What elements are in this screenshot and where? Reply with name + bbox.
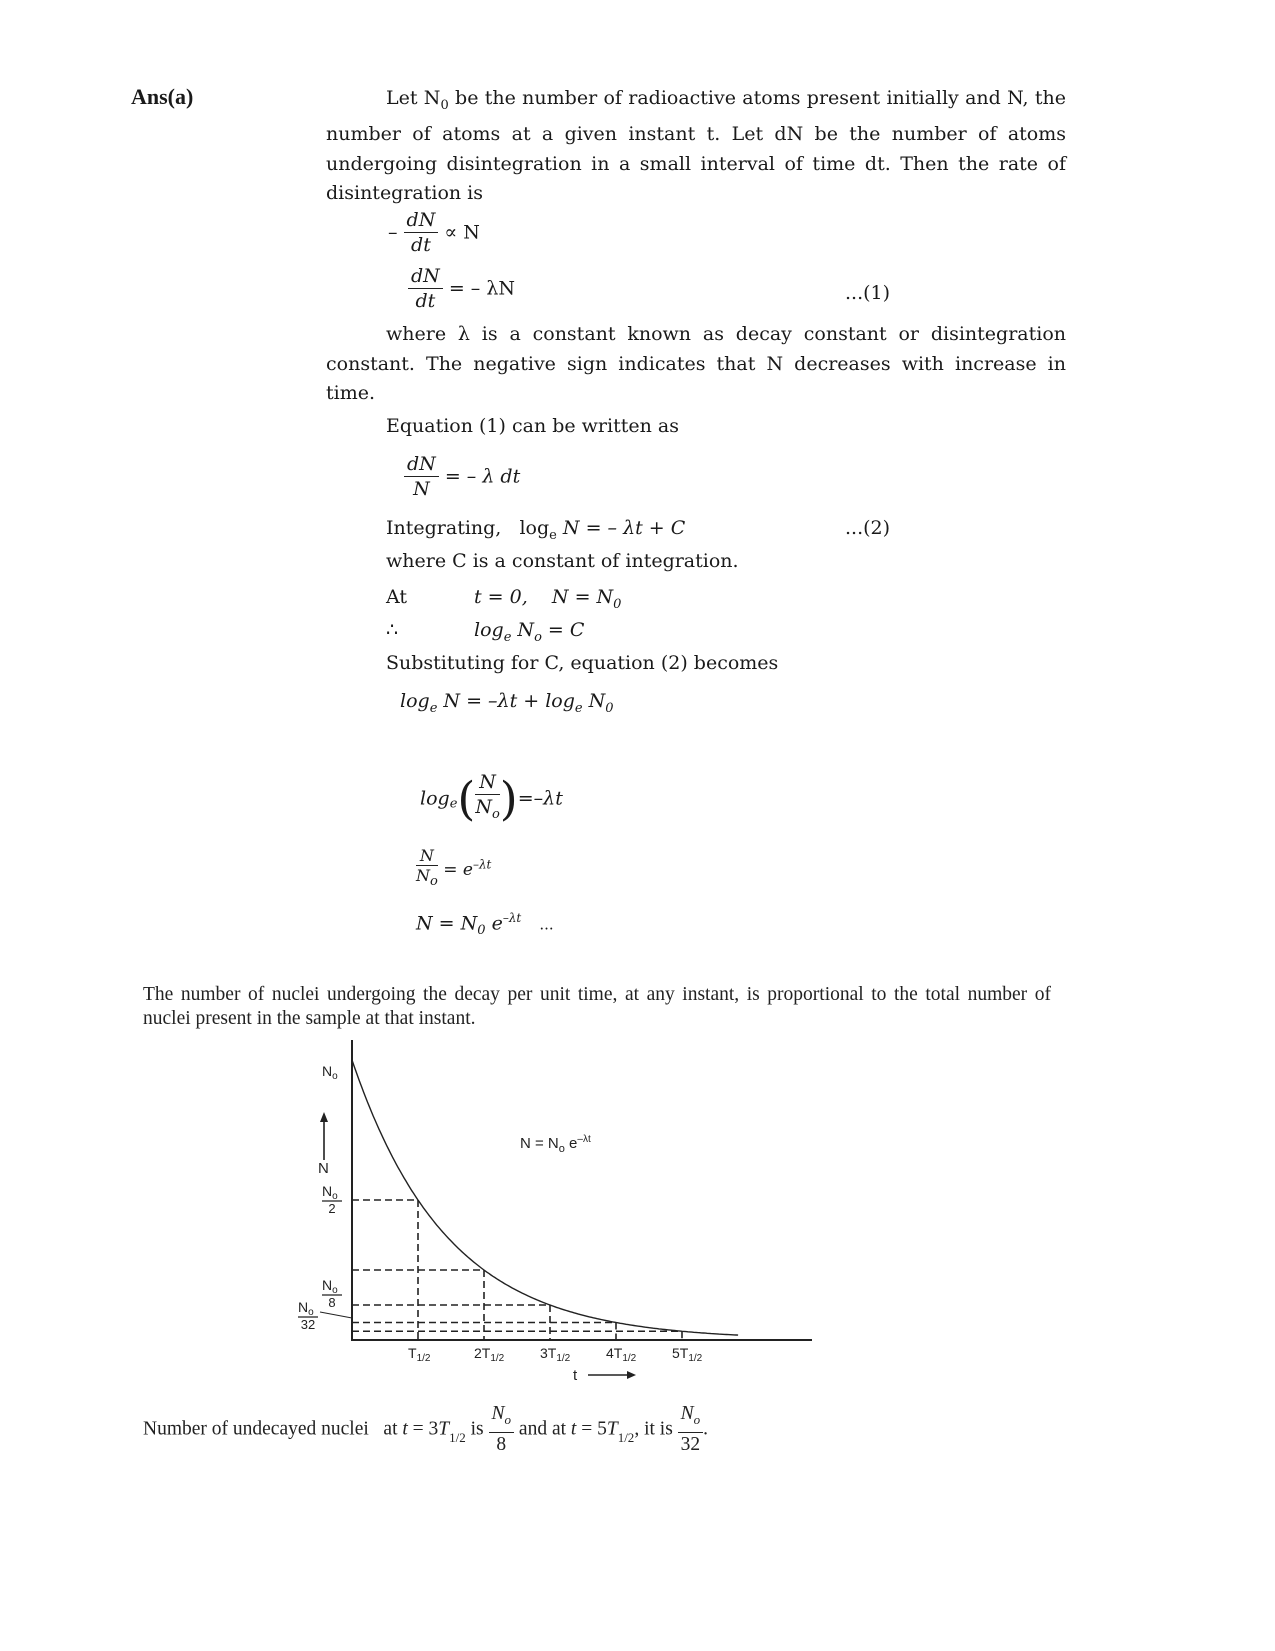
conclusion-t1: t — [402, 1418, 408, 1440]
conclusion-f2d: 32 — [680, 1433, 701, 1455]
eq-prop-num: dN — [404, 208, 439, 233]
eq-sep-num: dN — [404, 452, 439, 477]
x-axis-label: t — [573, 1367, 578, 1384]
conclusion-f2ns: o — [693, 1411, 701, 1427]
conclusion-t2: t — [570, 1418, 577, 1440]
conclusion-s2: 1/2 — [617, 1429, 635, 1445]
eq-ratio-sup: –λt — [472, 857, 492, 872]
answer-label: Ans(a) — [131, 84, 194, 109]
conclusion-f1ns: o — [504, 1411, 512, 1427]
eq-ratio-num: N — [416, 846, 438, 866]
eq-final-b: e — [485, 912, 503, 935]
x-tick-label-5: $5T_{1/2}$ — [672, 1345, 703, 1364]
statement-text: The number of nuclei undergoing the decay per unit time, at any instant, is proportional to the total number of nuclei present in the sample at that instant. — [143, 984, 1051, 1029]
eq-prop-minus: – — [388, 221, 398, 244]
at-line-expr-text: t = 0, N = N — [474, 586, 614, 608]
curve-label — [520, 1134, 591, 1155]
eq-log-sub3: 0 — [605, 700, 614, 716]
conclusion-b: = 3 — [407, 1418, 439, 1440]
y-tick-label-1: $N_o$ — [322, 1183, 338, 1202]
y-tick-denominator-3: 32 — [300, 1317, 316, 1332]
conclusion-s1: 1/2 — [449, 1429, 466, 1445]
eq-log-sub2: e — [574, 700, 583, 716]
where-lambda-text: where λ is a constant known as decay constant or disintegration constant. The negative sign indicates that N decreases with increase in time. — [326, 323, 1066, 404]
y-tick-denominator-1: 2 — [328, 1201, 336, 1216]
therefore-c: = C — [541, 619, 585, 641]
eq2-tag: ...(2) — [845, 517, 891, 539]
y-axis-label: N — [318, 1160, 329, 1177]
curve-label-main: N = N — [520, 1135, 559, 1152]
at-line-label: At — [386, 586, 408, 608]
therefore-log: log — [474, 619, 504, 641]
curve-label-sup: –λt — [577, 1134, 591, 1145]
curve-label-rest: e — [564, 1135, 578, 1152]
conclusion-T2: T — [606, 1418, 618, 1440]
x-tick-label-3: $3T_{1/2}$ — [540, 1345, 571, 1364]
eq-logratio-den: N — [475, 796, 492, 818]
eq-logratio-sub: e — [449, 796, 458, 812]
therefore-sub: e — [503, 629, 512, 645]
eq1-written-text: Equation (1) can be written as — [386, 415, 679, 437]
conclusion-g: . — [703, 1418, 709, 1440]
y-tick-label-0: $N_o$ — [322, 1063, 338, 1082]
integrating-log: log — [519, 517, 550, 539]
eq-prop-den: dt — [411, 234, 431, 256]
therefore-sub2: o — [534, 629, 542, 645]
integrating-label: Integrating, — [386, 517, 502, 539]
conclusion-f: , it is — [634, 1418, 678, 1440]
n-arrow-head — [320, 1112, 328, 1122]
right-paren: ) — [499, 771, 518, 826]
eq-log-c: N — [582, 690, 606, 712]
eq1-num: dN — [408, 264, 443, 289]
conclusion-f2n: N — [680, 1403, 694, 1424]
eq-sep-rhs: = – λ dt — [444, 465, 521, 488]
conclusion-T1: T — [438, 1418, 450, 1440]
decay-curve — [352, 1060, 738, 1335]
conclusion-e: = 5 — [576, 1418, 607, 1440]
eq-sep-den: N — [413, 478, 430, 500]
conclusion-a: Number of undecayed nuclei at — [143, 1418, 403, 1440]
therefore-n: N — [511, 619, 535, 641]
curve-label-sub: o — [558, 1143, 565, 1155]
left-paren: ( — [457, 771, 476, 826]
eq-logratio-num: N — [475, 770, 499, 795]
eq-final-a: N = N — [416, 912, 478, 935]
where-c-text: where C is a constant of integration. — [386, 550, 739, 572]
y-tick-label-2: $N_o$ — [322, 1277, 338, 1296]
conclusion-f1n: N — [491, 1403, 505, 1424]
y-tick-label-3: $N_o$ — [298, 1299, 314, 1318]
eq-log-b: N = –λt + log — [437, 690, 575, 712]
y-tick-leader-32 — [320, 1312, 352, 1318]
t-arrow-head — [627, 1371, 636, 1379]
substituting-text: Substituting for C, equation (2) becomes — [386, 652, 779, 674]
eq-ratio-rhs: = e — [443, 860, 473, 881]
eq1-rhs: = – λN — [448, 277, 516, 300]
eq-final-dots: ... — [539, 915, 554, 934]
eq-logratio-rhs: =–λt — [517, 787, 563, 810]
eq-final-sub: 0 — [477, 923, 486, 939]
eq-logratio-pre: log — [420, 787, 450, 810]
x-tick-label-2: $2T_{1/2}$ — [474, 1345, 505, 1364]
eq1-den: dt — [415, 290, 436, 312]
conclusion-f1d: 8 — [496, 1433, 507, 1455]
x-tick-label-4: $4T_{1/2}$ — [606, 1345, 637, 1364]
intro-text-a: Let N — [386, 87, 441, 109]
integrating-sub: e — [549, 527, 557, 543]
y-tick-denominator-2: 8 — [328, 1295, 336, 1310]
integrating-expr: N = – λt + C — [556, 517, 686, 539]
eq-ratio-den: N — [416, 866, 430, 885]
intro-text-b: be the number of radioactive atoms present initially and N, the number of atoms at a given instant t. Let dN be the number of atoms undergoing disintegration in a small interval of time dt. Then the rate of disintegration is — [326, 87, 1066, 205]
therefore-symbol: ∴ — [386, 619, 399, 641]
eq-final-sup: –λt — [502, 911, 522, 925]
at-line-sub: 0 — [613, 596, 622, 612]
eq-logratio-densub: o — [491, 806, 500, 822]
eq1-tag: ...(1) — [845, 282, 891, 304]
eq-prop-rhs: ∝ N — [444, 221, 480, 244]
eq-log-sub: e — [429, 700, 438, 716]
conclusion-d: and at — [514, 1418, 571, 1440]
x-tick-label-1: $T_{1/2}$ — [408, 1345, 431, 1364]
conclusion-c: is — [465, 1418, 489, 1440]
conclusion-line — [143, 1402, 708, 1458]
intro-sub: 0 — [440, 97, 449, 113]
eq-ratio-densub: o — [430, 874, 438, 890]
eq-log-a: log — [400, 690, 430, 712]
